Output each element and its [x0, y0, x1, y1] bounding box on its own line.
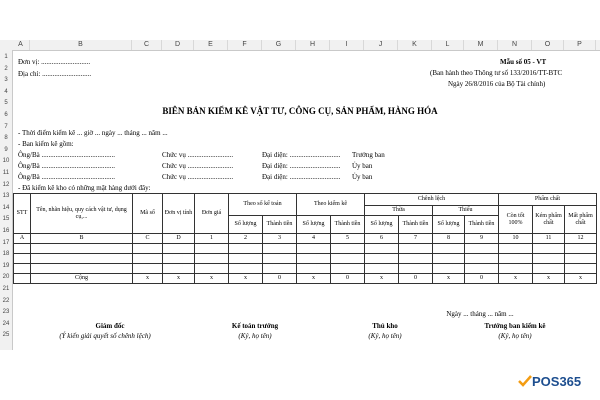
date-line: Ngày ... tháng ... năm ...: [446, 310, 514, 318]
row-header[interactable]: 24: [2, 320, 10, 327]
col-header[interactable]: F: [228, 40, 262, 50]
col-header[interactable]: G: [262, 40, 296, 50]
col-header[interactable]: O: [532, 40, 564, 50]
cell[interactable]: [133, 244, 163, 254]
cell[interactable]: [533, 264, 565, 274]
th-book: Theo sổ kế toán: [229, 194, 297, 216]
row-header[interactable]: 13: [2, 193, 10, 200]
member-rep: Đại diện: .............................: [262, 151, 341, 159]
th-poor: Kém phẩm chất: [533, 206, 565, 234]
cell[interactable]: [365, 244, 399, 254]
col-header[interactable]: C: [132, 40, 162, 50]
total-cell[interactable]: x: [499, 274, 533, 284]
total-cell[interactable]: 0: [465, 274, 499, 284]
form-number: Mẫu số 05 - VT: [500, 58, 547, 66]
total-cell[interactable]: 0: [331, 274, 365, 284]
circular-ref: (Ban hành theo Thông tư số 133/2016/TT-BTC: [430, 69, 563, 77]
member-rep: Đại diện: .............................: [262, 162, 341, 170]
cell[interactable]: [331, 254, 365, 264]
cell[interactable]: [433, 244, 465, 254]
col-header[interactable]: J: [364, 40, 398, 50]
row-header[interactable]: 11: [2, 170, 10, 176]
row-header[interactable]: 5: [4, 100, 8, 107]
row-header[interactable]: 22: [2, 297, 10, 304]
member-role: Trưởng ban: [352, 151, 385, 159]
address-field: Địa chỉ: ............................: [18, 70, 92, 78]
th-amount: Thành tiền: [263, 216, 297, 234]
row-header[interactable]: 16: [2, 228, 10, 234]
cell[interactable]: [433, 264, 465, 274]
total-cell[interactable]: 0: [263, 274, 297, 284]
index-cell: A: [14, 234, 31, 244]
index-cell: C: [133, 234, 163, 244]
th-stt: STT: [14, 194, 31, 234]
cell[interactable]: [163, 254, 195, 264]
th-diff: Chênh lệch: [365, 194, 499, 206]
col-header[interactable]: K: [398, 40, 432, 50]
row-header[interactable]: 2: [4, 65, 8, 72]
row-header[interactable]: 25: [2, 332, 10, 339]
row-header[interactable]: 9: [4, 146, 8, 153]
col-header[interactable]: H: [296, 40, 330, 50]
cell[interactable]: [14, 264, 31, 274]
row-header[interactable]: 10: [2, 158, 10, 165]
row-header[interactable]: 18: [2, 251, 10, 258]
index-cell: 12: [565, 234, 597, 244]
total-cell[interactable]: x: [195, 274, 229, 284]
cell[interactable]: [433, 254, 465, 264]
sig-title: Giám đốc: [95, 322, 125, 330]
col-header[interactable]: L: [432, 40, 464, 50]
circular-date: Ngày 26/8/2016 của Bộ Tài chính): [448, 80, 546, 88]
cell[interactable]: [331, 244, 365, 254]
cell[interactable]: [14, 244, 31, 254]
index-cell: 4: [297, 234, 331, 244]
member-role: Ủy ban: [352, 162, 373, 170]
index-cell: 6: [365, 234, 399, 244]
cell[interactable]: [465, 244, 499, 254]
th-shortage: Thiếu: [433, 206, 499, 216]
row-header[interactable]: 14: [2, 204, 10, 211]
cell[interactable]: [465, 254, 499, 264]
cell[interactable]: [399, 264, 433, 274]
row-header[interactable]: 4: [4, 88, 8, 95]
board-label: - Ban kiểm kê gồm:: [18, 140, 74, 148]
index-cell: 9: [465, 234, 499, 244]
index-cell: 8: [433, 234, 465, 244]
th-surplus: Thừa: [365, 206, 433, 216]
total-cell[interactable]: 0: [399, 274, 433, 284]
cell[interactable]: [31, 254, 133, 264]
cell[interactable]: [533, 244, 565, 254]
cell[interactable]: [14, 254, 31, 264]
column-headers: [0, 40, 600, 51]
row-header[interactable]: 20: [2, 274, 10, 281]
col-header[interactable]: E: [194, 40, 228, 50]
col-header[interactable]: D: [162, 40, 194, 50]
total-cell[interactable]: x: [565, 274, 597, 284]
row-header[interactable]: 21: [2, 286, 10, 292]
member-name: Ông/Bà ..........................................: [18, 173, 116, 181]
row-header[interactable]: 12: [2, 181, 10, 188]
cell[interactable]: [565, 244, 597, 254]
row-header[interactable]: 3: [4, 77, 8, 84]
member-position: Chức vụ ..........................: [162, 151, 234, 159]
cell[interactable]: [499, 244, 533, 254]
index-cell: D: [163, 234, 195, 244]
row-header[interactable]: 7: [4, 123, 8, 130]
cell[interactable]: [399, 254, 433, 264]
sig-note: (Ký, họ tên): [368, 332, 402, 340]
index-cell: 2: [229, 234, 263, 244]
cell[interactable]: [229, 264, 263, 274]
checked-label: - Đã kiểm kê kho có những mặt hàng dưới đây:: [18, 184, 151, 192]
cell[interactable]: [133, 254, 163, 264]
th-unit: Đơn vị tính: [163, 194, 195, 234]
table-row[interactable]: [14, 244, 597, 254]
th-qty: Số lượng: [365, 216, 399, 234]
total-cell[interactable]: x: [229, 274, 263, 284]
index-cell: 7: [399, 234, 433, 244]
total-cell[interactable]: Cộng: [31, 274, 133, 284]
cell[interactable]: [133, 264, 163, 274]
th-count: Theo kiểm kê: [297, 194, 365, 216]
th-qty: Số lượng: [433, 216, 465, 234]
total-cell[interactable]: x: [163, 274, 195, 284]
total-row: [14, 274, 597, 284]
cell[interactable]: [499, 264, 533, 274]
member-name: Ông/Bà ..........................................: [18, 162, 116, 170]
inventory-time: - Thời điểm kiểm kê ... giờ ... ngày ... tháng ... năm ...: [18, 129, 168, 137]
cell[interactable]: [31, 264, 133, 274]
logo-text: POS365: [532, 374, 582, 389]
total-cell[interactable]: x: [133, 274, 163, 284]
index-row: [14, 234, 597, 244]
th-amount: Thành tiền: [331, 216, 365, 234]
index-cell: 5: [331, 234, 365, 244]
th-price: Đơn giá: [195, 194, 229, 234]
table-row[interactable]: [14, 264, 597, 274]
table-row[interactable]: [14, 254, 597, 264]
row-header[interactable]: 19: [2, 262, 10, 269]
cell[interactable]: [195, 254, 229, 264]
cell[interactable]: [195, 244, 229, 254]
row-header[interactable]: 1: [4, 54, 8, 60]
cell[interactable]: [297, 264, 331, 274]
document-title: BIÊN BẢN KIỂM KÊ VẬT TƯ, CÔNG CỤ, SẢN PHẨM, HÀNG HÓA: [162, 106, 438, 116]
checkmark-logo-icon: [518, 375, 532, 387]
th-qty: Số lượng: [229, 216, 263, 234]
sig-note: (Ký, họ tên): [498, 332, 532, 340]
index-cell: 3: [263, 234, 297, 244]
th-good: Còn tốt 100%: [499, 206, 533, 234]
sig-note: (Ý kiến giải quyết số chênh lệch): [59, 332, 151, 340]
cell[interactable]: [399, 244, 433, 254]
member-role: Ủy ban: [352, 173, 373, 181]
total-cell[interactable]: [14, 274, 31, 284]
th-quality: Phẩm chất: [499, 194, 597, 206]
col-header[interactable]: B: [30, 40, 132, 50]
index-cell: 1: [195, 234, 229, 244]
total-cell[interactable]: x: [433, 274, 465, 284]
pos365-logo: [518, 374, 581, 389]
cell[interactable]: [331, 264, 365, 274]
th-amount: Thành tiền: [465, 216, 499, 234]
col-header[interactable]: A: [12, 40, 30, 50]
cell[interactable]: [365, 264, 399, 274]
sig-title: Thủ kho: [372, 322, 398, 330]
col-header[interactable]: I: [330, 40, 364, 50]
th-amount: Thành tiền: [399, 216, 433, 234]
cell[interactable]: [163, 244, 195, 254]
cell[interactable]: [297, 244, 331, 254]
col-header[interactable]: N: [498, 40, 532, 50]
cell[interactable]: [229, 244, 263, 254]
member-position: Chức vụ ..........................: [162, 173, 234, 181]
cell[interactable]: [229, 254, 263, 264]
sig-title: Kế toán trưởng: [231, 322, 279, 330]
cell[interactable]: [195, 264, 229, 274]
row-header[interactable]: 23: [2, 309, 10, 316]
row-header[interactable]: 15: [2, 216, 10, 223]
cell[interactable]: [31, 244, 133, 254]
total-cell[interactable]: x: [533, 274, 565, 284]
cell[interactable]: [465, 264, 499, 274]
row-header[interactable]: 6: [4, 112, 8, 118]
th-qty: Số lượng: [297, 216, 331, 234]
index-cell: 10: [499, 234, 533, 244]
unit-field: Đơn vị: ............................: [18, 58, 91, 66]
index-cell: B: [31, 234, 133, 244]
member-rep: Đại diện: .............................: [262, 173, 341, 181]
member-position: Chức vụ ..........................: [162, 162, 234, 170]
cell[interactable]: [297, 254, 331, 264]
row-header[interactable]: 8: [4, 135, 8, 142]
col-header[interactable]: P: [564, 40, 596, 50]
col-header[interactable]: M: [464, 40, 498, 50]
row-header[interactable]: 17: [2, 239, 10, 246]
row-headers: [0, 50, 13, 350]
th-code: Mã số: [133, 194, 163, 234]
total-cell[interactable]: x: [365, 274, 399, 284]
cell[interactable]: [263, 264, 297, 274]
cell[interactable]: [263, 254, 297, 264]
inventory-table: [13, 193, 597, 284]
cell[interactable]: [499, 254, 533, 264]
cell[interactable]: [365, 254, 399, 264]
th-name: Tên, nhãn hiệu, quy cách vật tư, dụng cụ,...: [31, 194, 133, 234]
index-cell: 11: [533, 234, 565, 244]
member-name: Ông/Bà ..........................................: [18, 151, 116, 159]
total-cell[interactable]: x: [297, 274, 331, 284]
sig-note: (Ký, họ tên): [238, 332, 272, 340]
cell[interactable]: [163, 264, 195, 274]
cell[interactable]: [533, 254, 565, 264]
th-lost: Mất phẩm chất: [565, 206, 597, 234]
cell[interactable]: [565, 254, 597, 264]
cell[interactable]: [565, 264, 597, 274]
cell[interactable]: [263, 244, 297, 254]
sig-title: Trưởng ban kiểm kê: [484, 322, 546, 330]
